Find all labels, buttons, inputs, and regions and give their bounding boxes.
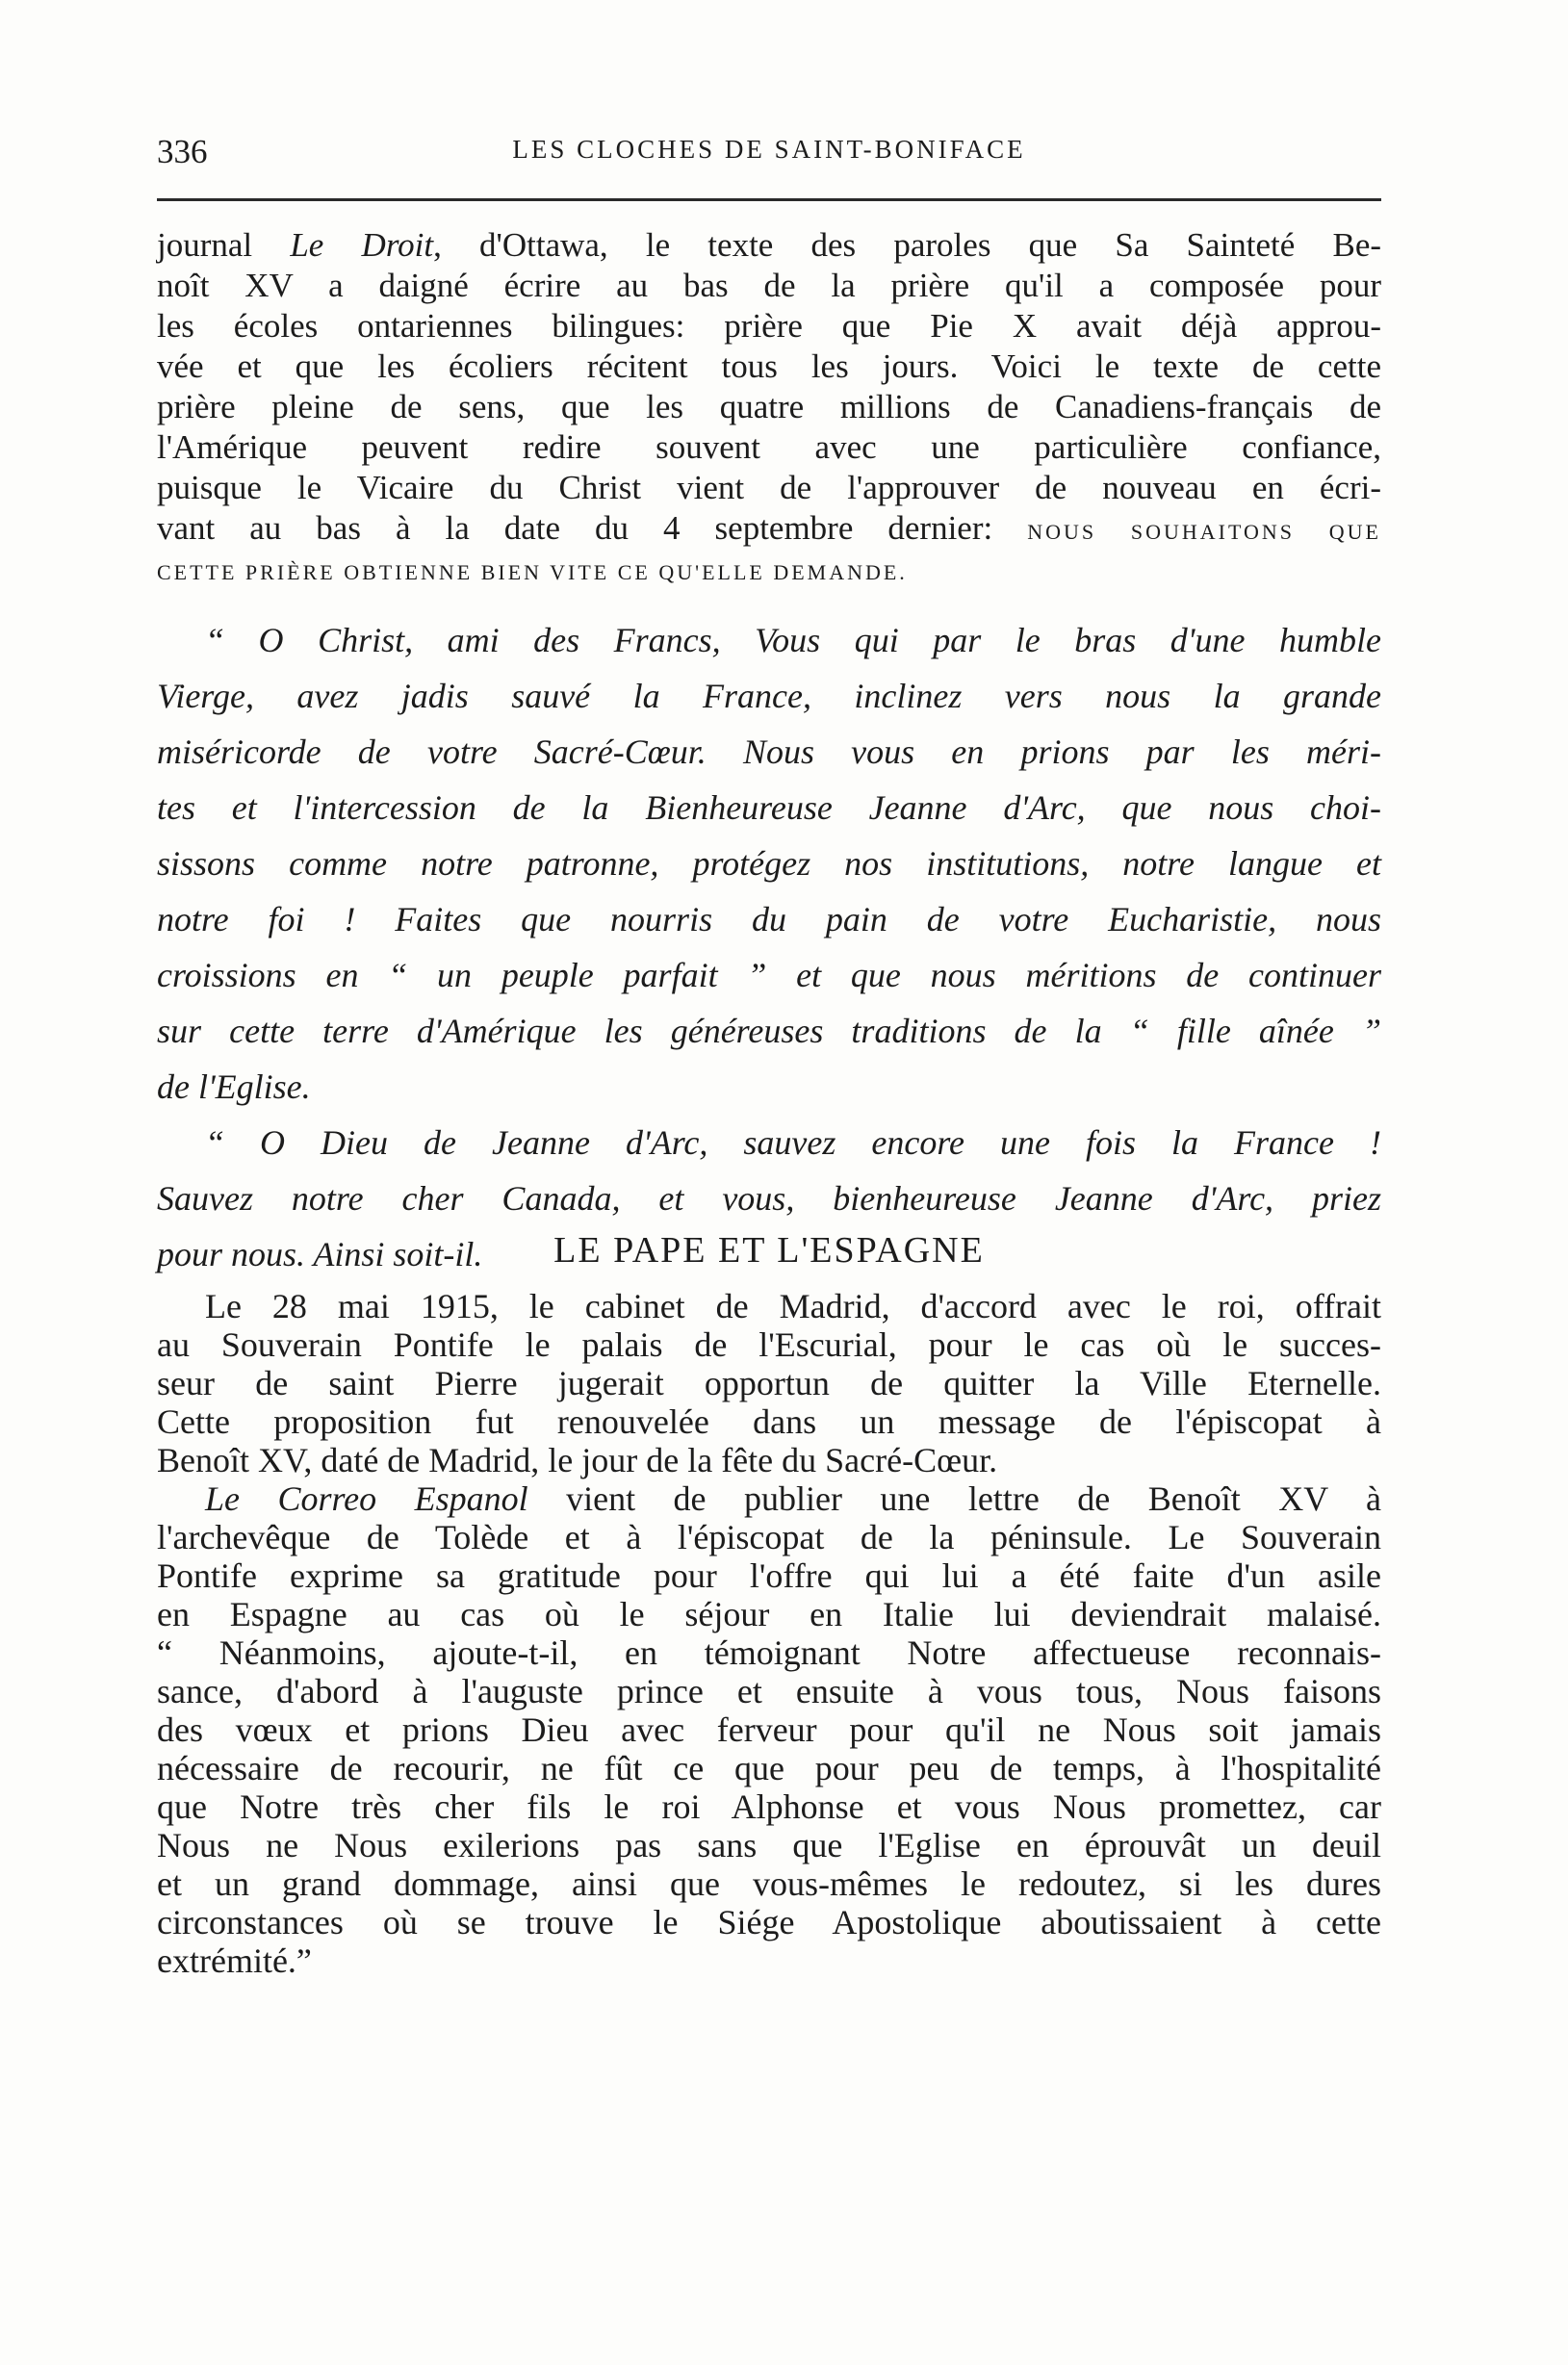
prayer-line: tes et l'intercession de la Bienheureuse Jeanne d'Arc, que nous choi- [157,788,1381,827]
text-line [157,1556,1381,1595]
prayer-line: notre foi ! Faites que nourris du pain de votre Eucharistie, nous [157,900,1381,938]
section-title: LE PAPE ET L'ESPAGNE [553,1230,985,1271]
text-run: sance, d'abord à l'auguste prince et ensuite à vous tous, Nous faisons [157,1672,1381,1710]
text-run: l'archevêque de Tolède et à l'épiscopat de la péninsule. Le Souverain [157,1518,1381,1556]
small-caps-text: NOUS SOUHAITONS QUE [1027,520,1381,544]
text-run: seur de saint Pierre jugerait opportun de quitter la Ville Eternelle. [157,1364,1381,1402]
page-number: 336 [157,133,208,170]
text-run: Pontife exprime sa gratitude pour l'offre qui lui a été faite d'un asile [157,1556,1381,1595]
text-run: journal [157,226,291,264]
text-line [157,225,1381,266]
text-run: en Espagne au cas où le séjour en Italie lui deviendrait malaisé. [157,1595,1381,1633]
text-run: vée et que les écoliers récitent tous les jours. Voici le texte de cette [157,347,1381,385]
page-header [157,133,1381,175]
text-line [157,1903,1381,1941]
text-line [157,1672,1381,1710]
text-line [157,1441,1381,1479]
text-line [157,1826,1381,1864]
prayer-line: sissons comme notre patronne, protégez nos institutions, notre langue et [157,844,1381,883]
text-line [157,1325,1381,1364]
text-line [157,347,1381,387]
text-run: prière pleine de sens, que les quatre millions de Canadiens-français de [157,388,1381,425]
small-caps-text: CETTE PRIÈRE OBTIENNE BIEN VITE CE QU'ELLE DEMANDE. [157,560,908,584]
prayer-line: “ O Dieu de Jeanne d'Arc, sauvez encore une fois la France ! [205,1123,1381,1162]
text-line [157,266,1381,306]
text-run: noît XV a daigné écrire au bas de la prière qu'il a composée pour [157,267,1381,304]
text-line [157,306,1381,347]
text-run: et un grand dommage, ainsi que vous-mêmes le redoutez, si les dures [157,1864,1381,1903]
text-line [157,549,1381,589]
text-line [157,427,1381,468]
text-run: extrémité.” [157,1941,312,1980]
prayer-line: “ O Christ, ami des Francs, Vous qui par le bras d'une humble [205,621,1381,659]
intro-paragraph [157,225,1381,589]
text-run: au Souverain Pontife le palais de l'Escurial, pour le cas où le succes- [157,1325,1381,1364]
text-run: circonstances où se trouve le Siége Apostolique aboutissaient à cette [157,1903,1381,1941]
text-run: Nous ne Nous exilerions pas sans que l'Eglise en éprouvât un deuil [157,1826,1381,1864]
running-title: LES CLOCHES DE SAINT-BONIFACE [512,135,1026,164]
text-run: vient de publier une lettre de Benoît XV à [527,1479,1381,1518]
text-line [157,508,1381,549]
text-line [157,1518,1381,1556]
italic-title: Le Correo Espanol [205,1479,528,1518]
text-line [157,1595,1381,1633]
text-run: que Notre très cher fils le roi Alphonse et vous Nous promettez, car [157,1787,1381,1826]
header-rule [157,198,1381,201]
italic-title: Le Droit [290,226,434,264]
prayer-line: de l'Eglise. [157,1067,311,1106]
prayer-line: miséricorde de votre Sacré-Cœur. Nous vous en prions par les méri- [157,733,1381,771]
text-run: puisque le Vicaire du Christ vient de l'approuver de nouveau en écri- [157,469,1381,506]
text-run: Le 28 mai 1915, le cabinet de Madrid, d'accord avec le roi, offrait [205,1287,1381,1325]
prayer-line: Sauvez notre cher Canada, et vous, bienheureuse Jeanne d'Arc, priez [157,1179,1381,1218]
prayer-line: pour nous. Ainsi soit-il. [157,1235,483,1273]
text-line [157,1749,1381,1787]
text-run: l'Amérique peuvent redire souvent avec une particulière confiance, [157,428,1381,466]
text-line [157,1710,1381,1749]
text-run: Cette proposition fut renouvelée dans un message de l'épiscopat à [157,1402,1381,1441]
text-line [157,1787,1381,1826]
text-line [157,1941,1381,1980]
text-run: des vœux et prions Dieu avec ferveur pour qu'il ne Nous soit jamais [157,1710,1381,1749]
text-line [157,1633,1381,1672]
text-run: Benoît XV, daté de Madrid, le jour de la fête du Sacré-Cœur. [157,1441,998,1479]
text-line [157,1479,1381,1518]
text-line [157,468,1381,508]
text-line [157,1864,1381,1903]
prayer-text [157,612,1381,1282]
text-line [157,1364,1381,1402]
text-run: les écoles ontariennes bilingues: prière que Pie X avait déjà approu- [157,307,1381,345]
text-line [157,1402,1381,1441]
prayer-line: Vierge, avez jadis sauvé la France, inclinez vers nous la grande [157,677,1381,715]
text-run: nécessaire de recourir, ne fût ce que pour peu de temps, à l'hospitalité [157,1749,1381,1787]
text-line [157,387,1381,427]
section-body [157,1287,1381,1980]
prayer-line: sur cette terre d'Amérique les généreuses traditions de la “ fille aînée ” [157,1012,1381,1050]
text-run: “ Néanmoins, ajoute-t-il, en témoignant Notre affectueuse reconnais- [157,1633,1381,1672]
text-run: vant au bas à la date du 4 septembre dernier: [157,509,1028,547]
text-line [157,1287,1381,1325]
text-run: , d'Ottawa, le texte des paroles que Sa Sainteté Be- [433,226,1382,264]
prayer-line: croissions en “ un peuple parfait ” et que nous méritions de continuer [157,956,1381,994]
